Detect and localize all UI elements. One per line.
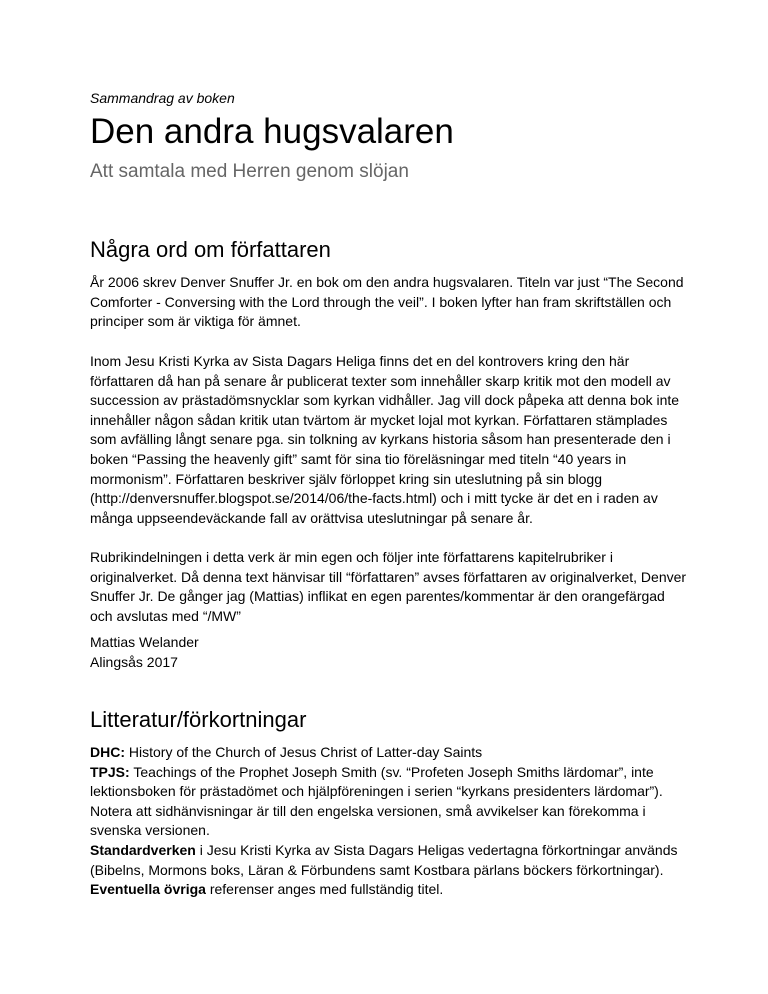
literature-term: DHC: (90, 744, 125, 760)
literature-entry-tpjs (90, 763, 690, 783)
document-kicker: Sammandrag av boken (90, 90, 235, 106)
text-line: År 2006 skrev Denver Snuffer Jr. en bok om den andra hugsvalaren. Titeln var just “The Second (90, 274, 684, 290)
text-line: boken “Passing the heavenly gift” samt för sina tio föreläsningar med titeln “40 years in (90, 450, 627, 467)
literature-description: History of the Church of Jesus Christ of Latter-day Saints (125, 744, 483, 760)
signature-block (90, 633, 690, 672)
text-line: svenska versionen. (90, 822, 210, 839)
literature-description: referenser anges med fullständig titel. (205, 881, 444, 898)
literature-entry-standard-works (90, 841, 690, 861)
document-subtitle: Att samtala med Herren genom slöjan (90, 161, 409, 182)
text-line: Snuffer Jr. De gånger jag (Mattias) inflikat en egen parentes/kommentar är den orangefärgad (90, 588, 665, 605)
text-line: Comforter - Conversing with the Lord through the veil”. I boken lyfter han fram skriftställen och (90, 293, 672, 310)
literature-term: TPJS: (90, 763, 130, 780)
section-heading-literature: Litteratur/förkortningar (90, 707, 307, 732)
literature-description: Teachings of the Prophet Joseph Smith (sv. “Profeten Joseph Smiths lärdomar”, inte (129, 763, 654, 780)
about-author-paragraph-1 (90, 273, 690, 332)
literature-list (90, 743, 690, 900)
literature-description: i Jesu Kristi Kyrka av Sista Dagars Heligas vedertagna förkortningar används (195, 841, 678, 858)
text-line: många uppseendeväckande fall av orättvisa uteslutningar på senare år. (90, 509, 533, 526)
literature-term: Eventuella övriga (90, 881, 206, 898)
text-line: succession av prästadömsnycklar som kyrkan vidhåller. Jag vill dock påpeka att denna bok inte (90, 392, 680, 409)
about-author-paragraph-2 (90, 352, 690, 528)
text-line: Rubrikindelningen i detta verk är min egen och följer inte författarens kapitelrubriker i (90, 549, 613, 565)
about-author-paragraph-3 (90, 548, 690, 626)
text-line: originalverket. Då denna text hänvisar till “författaren” avses författaren av originalverket, Denver (90, 568, 687, 585)
signature-place: Alingsås 2017 (90, 653, 178, 670)
text-line: (Bibelns, Mormons boks, Läran & Förbundens samt Kostbara pärlans böckers förkortningar). (90, 861, 664, 878)
text-line: mormonism”. Författaren beskriver själv förloppet kring sin uteslutning på sin blogg (90, 470, 603, 487)
literature-term: Standardverken (90, 841, 196, 858)
text-line: principer som är viktiga för ämnet. (90, 313, 301, 330)
signature-name: Mattias Welander (90, 634, 199, 650)
literature-entry-dhc (90, 743, 690, 763)
text-line: författaren då han på senare år publicerat texter som innehåller skarp kritik mot den modell av (90, 372, 671, 389)
document-title: Den andra hugsvalaren (90, 112, 454, 151)
text-line: som avfälling långt senare pga. sin tolkning av kyrkans historia såsom han presenterade den i (90, 431, 671, 448)
text-line: lektionsboken för prästadömet och hjälpföreningen i serien “kyrkans presidenters lärdomar”). (90, 783, 663, 800)
section-heading-about-author: Några ord om författaren (90, 237, 331, 262)
text-line: Inom Jesu Kristi Kyrka av Sista Dagars Heliga finns det en del kontrovers kring den här (90, 353, 630, 369)
text-line: och avslutas med “/MW” (90, 607, 241, 624)
text-line: Notera att sidhänvisningar är till den engelska versionen, små avvikelser kan förekomma i (90, 802, 646, 819)
text-line: (http://denversnuffer.blogspot.se/2014/06/the-facts.html) och i mitt tycke är det en i raden av (90, 490, 658, 507)
text-line: innehåller någon sådan kritik utan tvärtom är mycket lojal mot kyrkan. Författaren stämplades (90, 411, 668, 428)
literature-entry-other (90, 880, 690, 900)
